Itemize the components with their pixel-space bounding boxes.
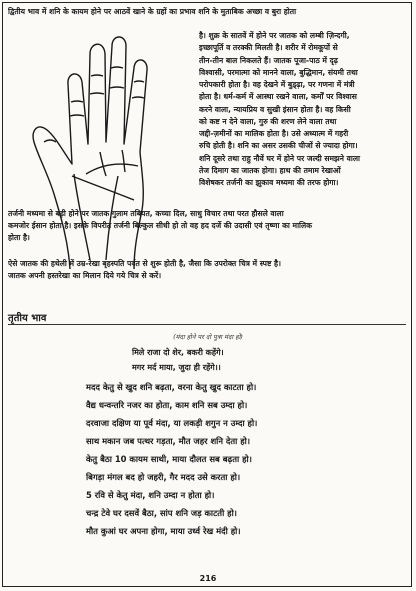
text-line: को कष्ट न देने वाला, गुरु की शरण लेने वाला तथा xyxy=(199,116,337,126)
section-note: (मंदा होने पर दो पुत्रा मंदा हो) xyxy=(173,333,243,341)
verse-line: बिगड़ा मंगल बद हो जहरी, गैर मदद उसे करता हो। xyxy=(86,472,241,482)
text-line: करने वाला, न्यायप्रिय व सुखी इंसान होता है। वह किसी xyxy=(199,104,351,114)
verse-line: मौत कुआं घर अपना होगा, माया उर्ध्व रेख मंदी हो। xyxy=(86,526,241,536)
verse-line: मदद केतु से खुद शनि बढ़ता, वरना केतु खुद काटता हो। xyxy=(86,382,257,392)
text-line: रुचि होती है। शनि का असर उसकी चीजों से ज्यादा होगा। xyxy=(199,141,358,151)
text-line: विशेषकर तर्जनी का झुकाव मध्यमा की तरफ होगा। xyxy=(199,178,339,187)
text-line: विश्वासी, परमात्मा को मानने वाला, बुद्धिमान, संयमी तथा xyxy=(199,67,358,77)
page-number: 216 xyxy=(199,574,217,583)
verse-line: केतु बैठा 10 कायम साथी, माया दौलत सब बढ़ता हो। xyxy=(86,454,252,464)
right-column-text xyxy=(199,30,409,189)
verse-line: साथ मकान जब पत्थर गड़ता, मौत जहर शनि देता हो। xyxy=(86,436,251,446)
text-line: होता है। xyxy=(8,233,30,242)
verse-line: 5 रवि से केतु मंदा, शनि उम्दा न होता हो। xyxy=(86,490,215,500)
intro-verse-line: मगर मर्द माया, जुदा ही रहेंगे।। xyxy=(132,363,221,372)
text-line: तेज दिमाग का जातक होगा। हाथ की तमाम रेखाओं xyxy=(199,165,341,175)
heart-line xyxy=(86,164,138,174)
section-title: तृतीय भाव xyxy=(8,313,47,324)
head-line xyxy=(72,176,134,200)
text-line: इच्छापूर्ति व तरक्की मिलती है। शरीर में रोमकूपों से xyxy=(199,43,338,53)
text-line: तर्जनी मध्यमा से बड़ी होने पर जातक गुलाम तबियत, कच्चा दिल, साधु विचार तथा परत हौसले वाला xyxy=(8,209,284,218)
verse-line: दरवाजा दक्षिण या पूर्व मंदा, या लकड़ी शगुन न उम्दा हो। xyxy=(86,418,258,428)
paragraph-life-line xyxy=(8,258,408,282)
text-line: तीन-तीन बाल निकलते हैं। जातक पूजा-पाठ में दृढ़ xyxy=(199,55,338,65)
text-line: है। शुक्र के सातवें में होने पर जातक को लम्बी ज़िन्दगी, xyxy=(199,31,350,40)
verse-line: चन्द्र टेवे घर दसवें बैठा, सांप शनि जड़ काटती हो। xyxy=(86,508,237,518)
paragraph-index-finger xyxy=(8,208,408,244)
intro-verse-line: मिले राजा दो शेर, बकरी कहेंगे। xyxy=(132,348,224,357)
text-line: जद्दी-ज़मीनों का मालिक होता है। उसे अध्यात्म में गहरी xyxy=(199,129,349,138)
text-line: जातक अपनी हस्तरेखा का मिलान दिये गये चित्र से करें। xyxy=(8,271,162,280)
intro-line: द्वितीय भाव में शनि के कायम होने पर आठवें खाने के ग्रहों का प्रभाव शनि के मुताबिक अच्छा व बुरा होता xyxy=(8,7,297,16)
text-line: ऐसे जातक की हथेली में उम्र-रेखा बृहस्पति पर्वत से शुरू होती है, जैसा कि उपरोक्त चित्र में स्पष्ट है। xyxy=(8,259,281,268)
text-line: होता है। धर्म-कर्म में आस्था रखने वाला, कर्मों पर विश्वास xyxy=(199,92,357,102)
verse-line: वैद्य धन्वन्तरि नजर का होता, काम शनि सब उम्दा हो। xyxy=(86,400,248,410)
text-line: परोपकारी होता है। वह देखने में बुड्ढ़ा, पर गणना में मंत्री xyxy=(199,80,355,89)
text-line: शनि दूसरे तथा राहु नौवें घर में होने पर जल्दी समझने वाला xyxy=(199,153,360,163)
text-line: कमजोर ईसान होता है। इसके विपरीत तर्जनी बिल्कुल सीधी हो तो वह हद दर्जे की उदासी एवं तृष्णा का मालिक xyxy=(8,221,312,230)
section-divider xyxy=(8,324,406,325)
